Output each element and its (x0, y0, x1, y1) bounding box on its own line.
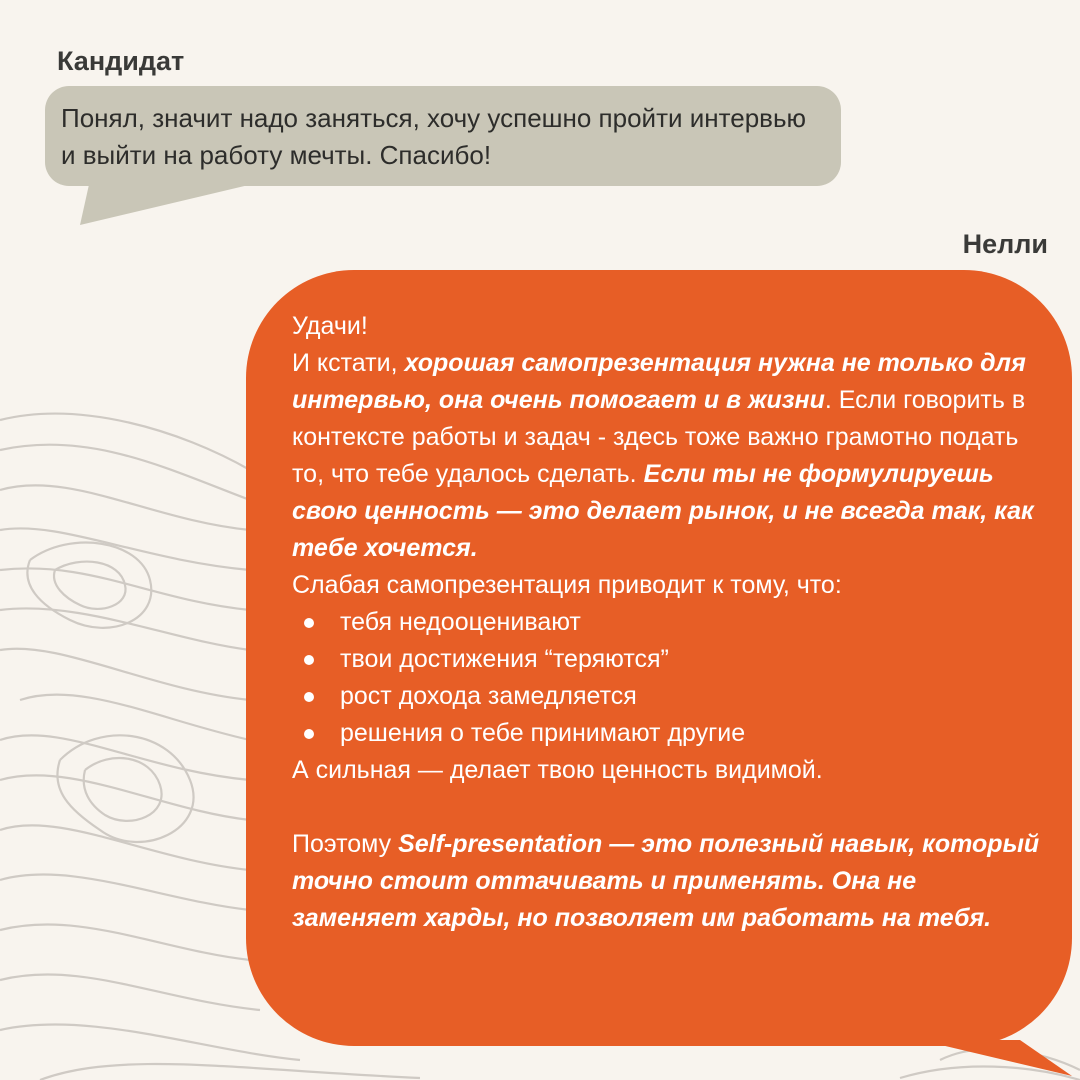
nelli-paragraph-2: Поэтому Self-presentation — это полезный навык, который точно стоит оттачивать и применять. Она не заменяет харды, но позволяет им работать на тебя. (292, 830, 1040, 932)
nelli-bubble-tail (920, 1040, 1080, 1080)
candidate-message-bubble (45, 86, 841, 186)
nelli-bullet-list (292, 604, 1042, 752)
emphasis-self-presentation: хорошая самопрезентация нужна не только для интервью, она очень помогает и в жизни (292, 349, 1026, 414)
list-item: твои достижения “теряются” (292, 641, 1042, 678)
bullet-icon (304, 655, 314, 665)
nelli-strong-line: А сильная — делает твою ценность видимой. (292, 756, 823, 784)
nelli-paragraph-1: И кстати, хорошая самопрезентация нужна не только для интервью, она очень помогает и в жизни. Если говорить в контексте работы и задач - здесь тоже важно грамотно подать то, что тебе удалось сделать. Если ты не формулируешь свою ценность — это делает рынок, и не всегда так, как тебе хочется. (292, 349, 1034, 562)
nelli-greeting: Удачи! (292, 312, 368, 340)
emphasis-value: Если ты не формулируешь свою ценность — это делает рынок, и не всегда так, как тебе хочется. (292, 460, 1034, 562)
bullet-icon (304, 618, 314, 628)
list-item: тебя недооценивают (292, 604, 1042, 641)
nelli-name: Нелли (962, 229, 1048, 259)
list-item: решения о тебе принимают другие (292, 715, 1042, 752)
candidate-message-text: Понял, значит надо заняться, хочу успешно пройти интервью и выйти на работу мечты. Спасибо! (61, 103, 807, 170)
emphasis-skill: Self-presentation — это полезный навык, который точно стоит оттачивать и применять. Она не заменяет харды, но позволяет им работать на тебя. (292, 830, 1040, 932)
nelli-list-intro: Слабая самопрезентация приводит к тому, что: (292, 571, 842, 599)
bullet-icon (304, 729, 314, 739)
list-item: рост дохода замедляется (292, 678, 1042, 715)
candidate-bubble-tail (70, 180, 280, 230)
bullet-icon (304, 692, 314, 702)
candidate-name: Кандидат (57, 46, 185, 76)
nelli-message-bubble (246, 270, 1072, 1046)
